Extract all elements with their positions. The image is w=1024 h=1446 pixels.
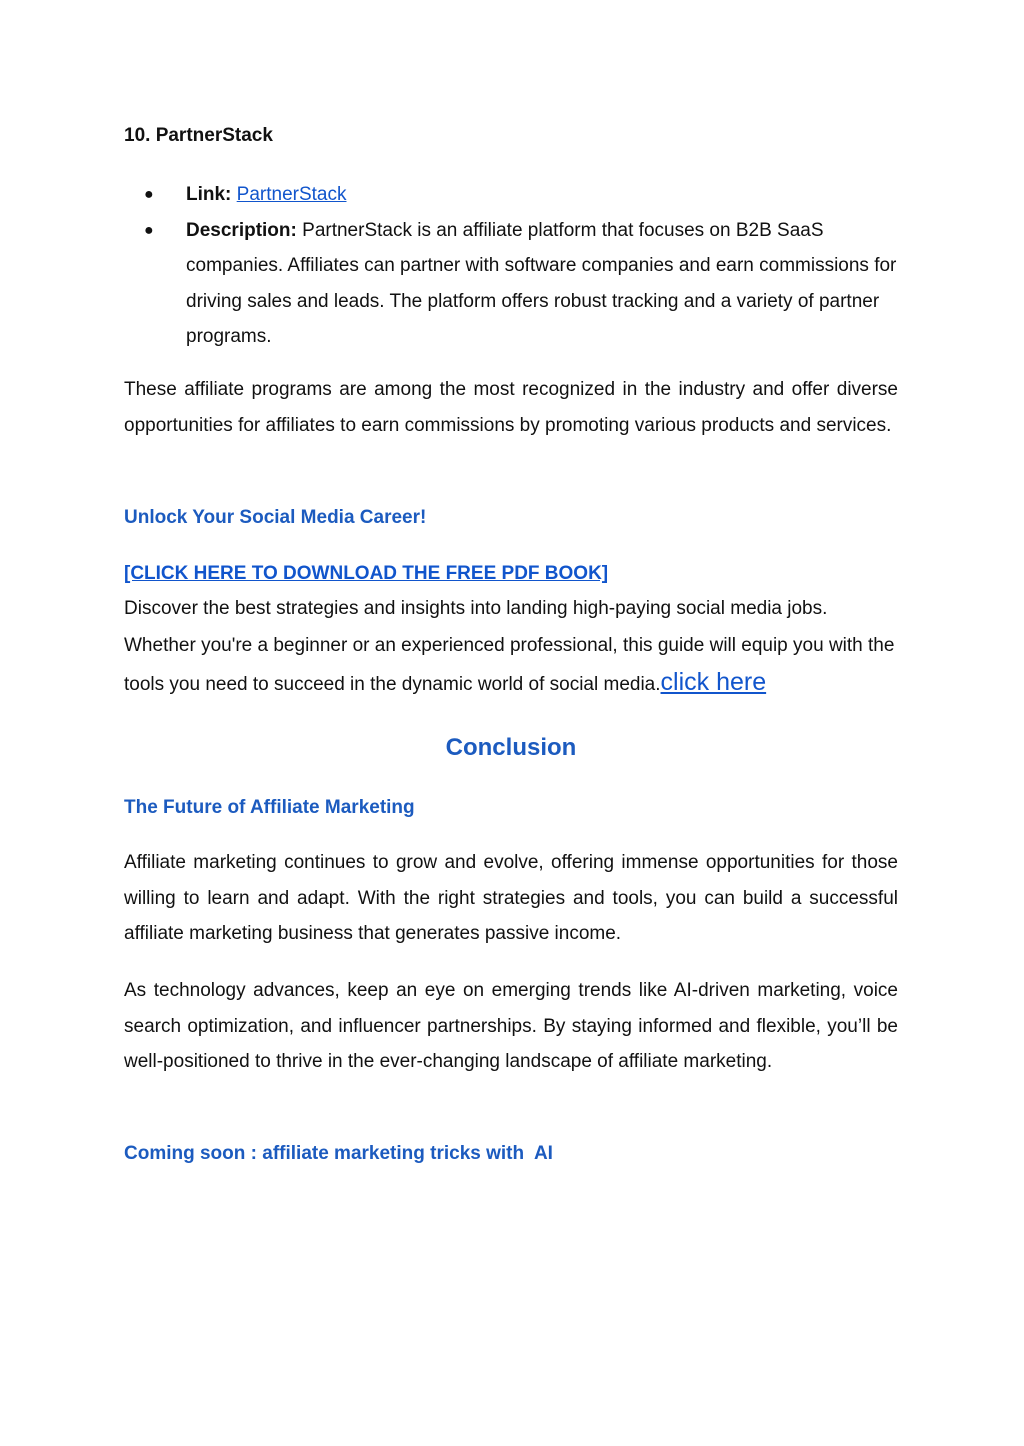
item-label: Link:	[186, 184, 232, 205]
coming-soon-heading: Coming soon : affiliate marketing tricks with AI	[124, 1143, 553, 1164]
conclusion-title: Conclusion	[445, 734, 577, 761]
item-description: PartnerStack is an affiliate platform that focuses on B2B SaaS companies. Affiliates can partner with software companies and earn commissions for driving sales and leads. The platform offers robust tracking and a variety of partner programs.	[186, 219, 897, 348]
list-item-link	[124, 177, 898, 213]
download-pdf-link[interactable]: [CLICK HERE TO DOWNLOAD THE FREE PDF BOOK]	[124, 563, 609, 584]
section-heading: 10. PartnerStack	[124, 125, 273, 146]
summary-paragraph: These affiliate programs are among the most recognized in the industry and offer diverse opportunities for affiliates to earn commissions by promoting various products and services.	[124, 379, 898, 436]
promo-description: Discover the best strategies and insights into landing high-paying social media jobs. Whether you're a beginner or an experienced professional, this guide will equip you with the tools you need to succeed in the dynamic world of social media.	[124, 598, 895, 695]
bullet-icon: ●	[144, 221, 154, 239]
conclusion-paragraph-1: Affiliate marketing continues to grow and evolve, offering immense opportunities for those willing to learn and adapt. With the right strategies and tools, you can build a successful affiliate marketing business that generates passive income.	[124, 852, 898, 945]
promo-text	[124, 590, 898, 703]
bullet-list	[124, 177, 898, 355]
bullet-icon: ●	[144, 186, 154, 203]
promo-heading: Unlock Your Social Media Career!	[124, 507, 427, 528]
future-subheading: The Future of Affiliate Marketing	[124, 797, 415, 818]
click-here-link[interactable]: click here	[660, 668, 767, 696]
item-label: Description:	[186, 219, 297, 241]
list-item-description	[124, 213, 898, 355]
conclusion-paragraph-2: As technology advances, keep an eye on emerging trends like AI-driven marketing, voice search optimization, and influencer partnerships. By staying informed and flexible, you’ll be well-positioned to thrive in the ever-changing landscape of affiliate marketing.	[124, 980, 898, 1073]
partnerstack-link[interactable]: PartnerStack	[236, 184, 347, 205]
